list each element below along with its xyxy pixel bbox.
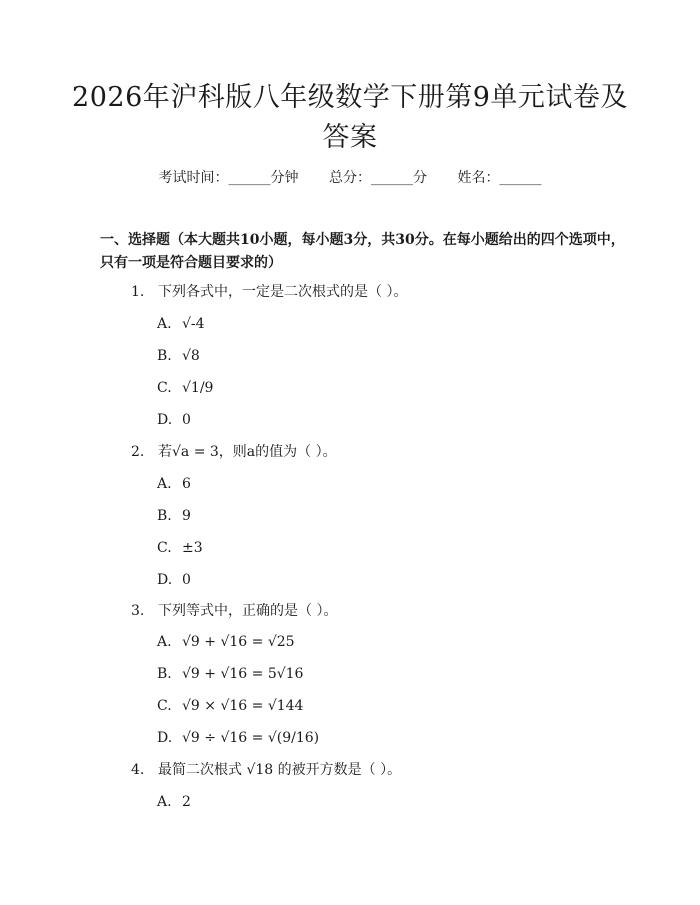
question-number: 3. (131, 603, 145, 619)
option-1a (157, 314, 205, 334)
page-title: 2026年沪科版八年级数学下册第9单元试卷及答案 (72, 82, 628, 153)
question-number: 2. (131, 444, 145, 460)
option-letter: A. (157, 794, 172, 810)
option-1b (157, 346, 200, 366)
option-text: 9 (182, 508, 191, 524)
question-number: 1. (131, 284, 145, 300)
option-text: ±3 (182, 540, 203, 556)
option-3c (157, 696, 303, 716)
option-text: √8 (182, 348, 200, 364)
option-text: √9 × √16 = √144 (182, 698, 304, 714)
option-4a (157, 792, 191, 812)
option-text: 0 (182, 412, 191, 428)
exam-time: 考试时间：______分钟 (158, 170, 299, 186)
option-1c (157, 378, 213, 398)
option-text: 0 (182, 572, 191, 588)
option-letter: C. (157, 540, 172, 556)
total-score: 总分：______分 (329, 170, 427, 186)
option-2d (157, 570, 191, 590)
question-text: 若√a = 3，则a的值为（ ）。 (158, 444, 337, 460)
option-letter: D. (157, 730, 173, 746)
option-3a (157, 632, 295, 652)
option-2a (157, 474, 191, 494)
option-letter: A. (157, 316, 172, 332)
option-text: √1/9 (182, 380, 214, 396)
option-letter: B. (157, 348, 172, 364)
option-letter: D. (157, 572, 173, 588)
option-letter: A. (157, 634, 172, 650)
exam-meta (0, 168, 700, 188)
option-letter: D. (157, 412, 173, 428)
question-number: 4. (131, 762, 145, 778)
option-letter: C. (157, 380, 172, 396)
option-2b (157, 506, 191, 526)
option-letter: C. (157, 698, 172, 714)
option-letter: B. (157, 508, 172, 524)
option-text: 2 (182, 794, 191, 810)
option-3d (157, 728, 319, 748)
option-text: √-4 (182, 316, 205, 332)
section-heading: 一、选择题（本大题共10小题，每小题3分，共30分。在每小题给出的四个选项中，只有一项是符合题目要求的） (100, 232, 625, 271)
question-3 (131, 601, 337, 621)
option-1d (157, 410, 191, 430)
question-text: 下列等式中，正确的是（ ）。 (158, 603, 338, 619)
question-4 (131, 760, 401, 780)
option-text: √9 + √16 = √25 (182, 634, 295, 650)
option-2c (157, 538, 203, 558)
student-name: 姓名：______ (457, 170, 542, 186)
option-text: √9 + √16 = 5√16 (182, 666, 304, 682)
question-1 (131, 282, 407, 302)
option-text: 6 (182, 476, 191, 492)
question-text: 下列各式中，一定是二次根式的是（ ）。 (158, 284, 408, 300)
option-letter: B. (157, 666, 172, 682)
option-3b (157, 664, 303, 684)
question-2 (131, 442, 337, 462)
option-letter: A. (157, 476, 172, 492)
question-text: 最简二次根式 √18 的被开方数是（ ）。 (158, 762, 402, 778)
option-text: √9 ÷ √16 = √(9/16) (182, 730, 320, 746)
